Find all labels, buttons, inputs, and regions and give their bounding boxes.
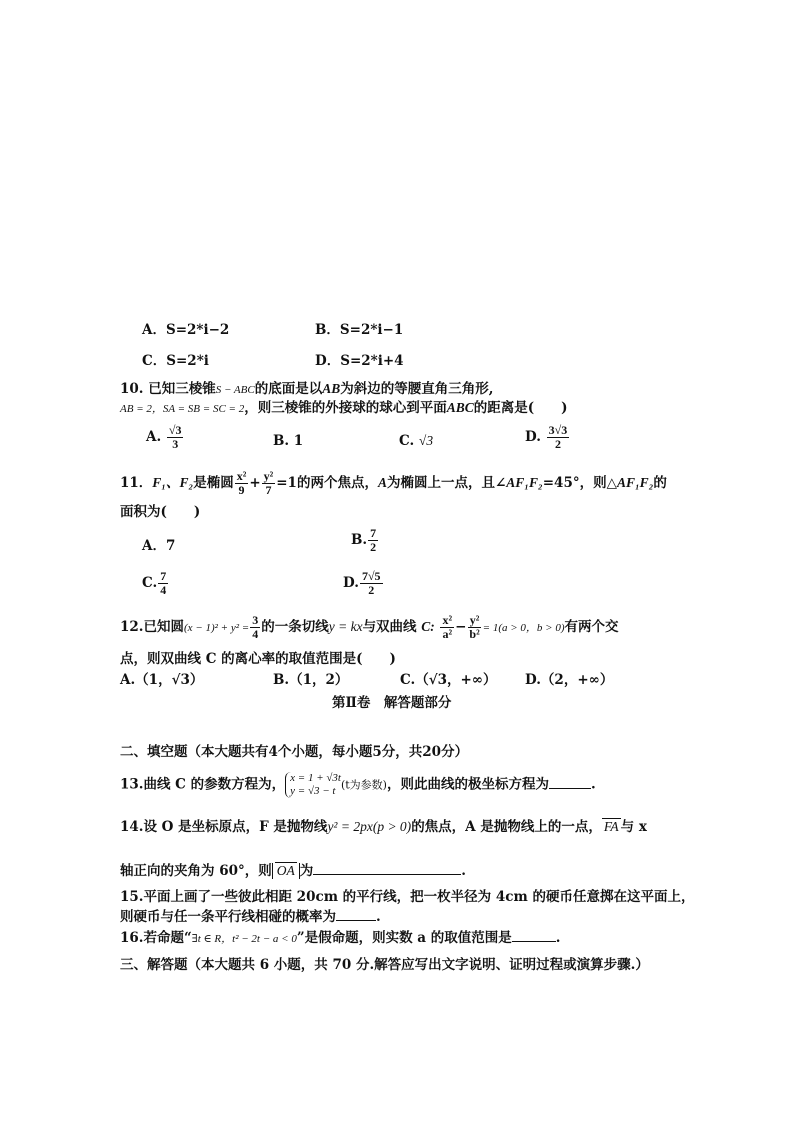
q12-option-c: C.（√3，+∞） [400, 672, 497, 688]
q11-text: =45°，则△ [542, 475, 617, 491]
minus-sign: − [455, 619, 467, 635]
option-label: A. [146, 429, 162, 445]
q14-text: 为 [299, 863, 314, 879]
q11-option-a: A．7 [142, 538, 176, 554]
section-heading-fill-in: 二、填空题（本大题共有4个小题，每小题5分，共20分） [120, 744, 469, 760]
q12-line2: 点，则双曲线 C 的离心率的取值范围是( ) [120, 651, 396, 667]
q12-text: 已知圆 [143, 619, 184, 635]
q13-text: 13.曲线 C 的参数方程为， [120, 776, 286, 793]
fraction: $\frac{7}{4}$ [160, 569, 167, 597]
q9-option-a: A．S=2*i−2 [142, 322, 230, 338]
option-label: C. [142, 575, 158, 591]
q11-text: 的两个焦点， [296, 475, 378, 491]
q11-option-b [351, 527, 379, 554]
fraction: $\frac{7}{2}$ [370, 526, 377, 554]
fraction: $\frac{√3}{3}$ [168, 423, 182, 451]
q12-text: 的一条切线 [261, 619, 329, 635]
q10-text: 已知三棱锥 [148, 381, 216, 397]
q14-abs [272, 863, 300, 879]
q13-line [120, 772, 596, 798]
q13-param-note: (t为参数) [340, 778, 387, 792]
q15-answer-blank[interactable] [336, 920, 376, 921]
q9-option-c: C．S=2*i [142, 353, 209, 369]
q11-text: 为椭圆上一点，且∠ [386, 475, 507, 491]
q11-triangle: AF₁F₂ [616, 475, 654, 490]
q11-number: 11． [120, 475, 153, 491]
q14-vector-oa: OA [276, 863, 295, 878]
q10-ab: AB [322, 381, 341, 396]
q10-number: 10. [120, 381, 144, 397]
option-value: √3 [418, 433, 434, 448]
fraction: $\frac{7√5}{2}$ [361, 569, 381, 597]
q14-text: 的焦点，A 是抛物线上的一点， [411, 819, 602, 835]
q11-text: =1 [276, 475, 297, 491]
q10-text: ，则三棱锥的外接球的球心到平面 [244, 400, 447, 416]
q14-text: 轴正向的夹角为 60°，则 [120, 863, 272, 879]
q15-line2 [120, 908, 381, 926]
q16-answer-blank[interactable] [512, 941, 556, 942]
fraction: $\frac{\text{x²}}{9}$ [236, 469, 247, 497]
q9-option-d: D．S=2*i+4 [315, 353, 404, 369]
q11-option-c [142, 570, 169, 597]
q13-param-system: x = 1 + √3t y = √3 − t [285, 772, 341, 798]
q11-option-d [343, 570, 384, 597]
q13-answer-blank[interactable] [549, 788, 591, 789]
q10-line2 [120, 399, 568, 418]
q16-text: ”是假命题，则实数 a 的取值范围是 [296, 930, 512, 946]
q14-line2 [120, 862, 466, 880]
q12-curve-label: C: [421, 619, 435, 634]
q11-angle: AF₁F₂ [506, 475, 543, 490]
period: . [555, 930, 561, 946]
q10-text: 的距离是( ) [473, 400, 568, 416]
q12-text: 有两个交 [564, 619, 619, 635]
q14-answer-blank[interactable] [313, 874, 461, 875]
q12-text: 与双曲线 [362, 619, 417, 635]
q12-number: 12. [120, 619, 144, 635]
plus-sign: + [249, 475, 261, 491]
period: . [461, 863, 466, 879]
q11-text: 的 [653, 475, 667, 491]
q12-option-d: D.（2，+∞） [525, 672, 614, 688]
q10-plane: ABC [446, 400, 474, 415]
q10-text: 的底面是以 [254, 381, 323, 397]
q10-line1 [120, 380, 493, 399]
option-label: B. [351, 532, 368, 548]
q10-option-c [399, 432, 433, 450]
q10-option-b: B. 1 [273, 433, 304, 449]
period: . [590, 776, 596, 793]
q9-option-b: B．S=2*i−1 [315, 322, 404, 338]
q12-line-eq: y = kx [328, 619, 363, 634]
q10-condition: AB = 2，SA = SB = SC = 2 [120, 403, 245, 415]
q15-line1: 15.平面上画了一些彼此相距 20cm 的平行线，把一枚半径为 4cm 的硬币任意掷在这平面上， [120, 889, 695, 905]
q14-text: 14.设 O 是坐标原点，F 是抛物线 [120, 819, 328, 835]
fraction: $\frac{\text{y²}}{7}$ [263, 469, 274, 497]
section-heading-solutions: 三、解答题（本大题共 6 小题，共 70 分.解答应写出文字说明、证明过程或演算步骤.） [120, 957, 649, 973]
option-label: C. [399, 433, 415, 449]
q11-point: A [377, 475, 387, 490]
q13-text: ，则此曲线的极坐标方程为 [386, 776, 549, 793]
option-label: D. [525, 429, 541, 445]
q15-text: 则硬币与任一条平行线相碰的概率为 [120, 909, 336, 925]
q10-pyramid: S − ABC [215, 384, 255, 396]
fraction: $\frac{3}{4}$ [252, 613, 259, 641]
q12-line1 [120, 614, 619, 641]
q16-text: 16.若命题“ [120, 930, 192, 946]
part2-title: 第Ⅱ卷 解答题部分 [332, 695, 452, 711]
q14-line1 [120, 818, 647, 836]
fraction: $\frac{\text{y²}}{\text{b²}}$ [469, 613, 480, 641]
q12-option-b: B.（1，2） [273, 672, 349, 688]
q10-option-d [525, 424, 570, 451]
q10-text: 为斜边的等腰直角三角形, [340, 381, 494, 397]
q12-option-a: A.（1，√3） [120, 672, 204, 688]
q14-parabola-eq: y² = 2px(p > 0) [327, 819, 412, 834]
q11-line1 [120, 470, 667, 497]
fraction: $\frac{\text{x²}}{\text{a²}}$ [442, 613, 453, 641]
period: . [376, 909, 381, 925]
q11-text: 是椭圆 [193, 475, 234, 491]
option-label: D. [343, 575, 359, 591]
q11-foci: F₁、F₂ [152, 475, 194, 490]
fraction: $\frac{3√3}{2}$ [548, 423, 568, 451]
q12-hyperbola-tail: = 1(a > 0，b > 0) [482, 622, 565, 634]
q12-circle-eq: (x − 1)² + y² = [184, 622, 250, 634]
q16-proposition: ∃t ∈ R，t² − 2t − a < 0 [191, 933, 297, 945]
q11-line2: 面积为( ) [120, 504, 201, 520]
q10-option-a [146, 424, 184, 451]
q14-text: 与 x [620, 819, 647, 835]
q16-line [120, 929, 560, 948]
q14-vector-fa: FA [603, 819, 619, 834]
